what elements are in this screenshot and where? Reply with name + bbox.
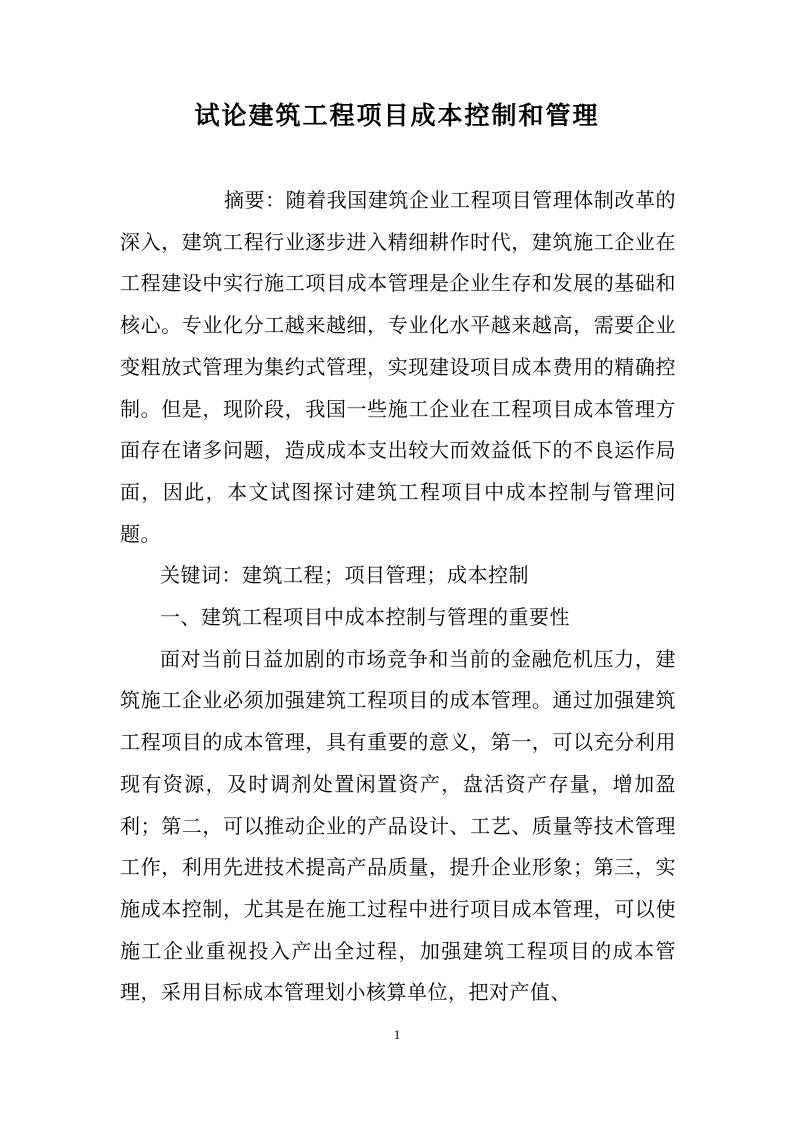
page-number: 1 <box>393 1027 401 1042</box>
document-title: 试论建筑工程项目成本控制和管理 <box>194 101 600 130</box>
abstract-paragraph: 摘要：随着我国建筑企业工程项目管理体制改革的深入，建筑工程行业逐步进入精细耕作时代，建筑施工企业在工程建设中实行施工项目成本管理是企业生存和发展的基础和核心。专业化分工越来越细，专业化水平越来越高，需要企业变粗放式管理为集约式管理，实现建设项目成本费用的精确控制。但是，现阶段，我国一些施工企业在工程项目成本管理方面存在诸多问题，造成成本支出较大而效益低下的不良运作局面，因此，本文试图探讨建筑工程项目中成本控制与管理问题。 <box>120 188 676 546</box>
keywords-line: 关键词：建筑工程；项目管理；成本控制 <box>160 563 529 588</box>
body-paragraph: 面对当前日益加剧的市场竞争和当前的金融危机压力，建筑施工企业必须加强建筑工程项目的成本管理。通过加强建筑工程项目的成本管理，具有重要的意义，第一，可以充分利用现有资源，及时调剂处置闲置资产，盘活资产存量，增加盈利；第二，可以推动企业的产品设计、工艺、质量等技术管理工作，利用先进技术提高产品质量，提升企业形象；第三，实施成本控制，尤其是在施工过程中进行项目成本管理，可以使施工企业重视投入产出全过程，加强建筑工程项目的成本管理，采用目标成本管理划小核算单位，把对产值、 <box>120 646 676 1005</box>
section-heading: 一、建筑工程项目中成本控制与管理的重要性 <box>160 605 570 630</box>
document-body <box>120 180 676 1014</box>
